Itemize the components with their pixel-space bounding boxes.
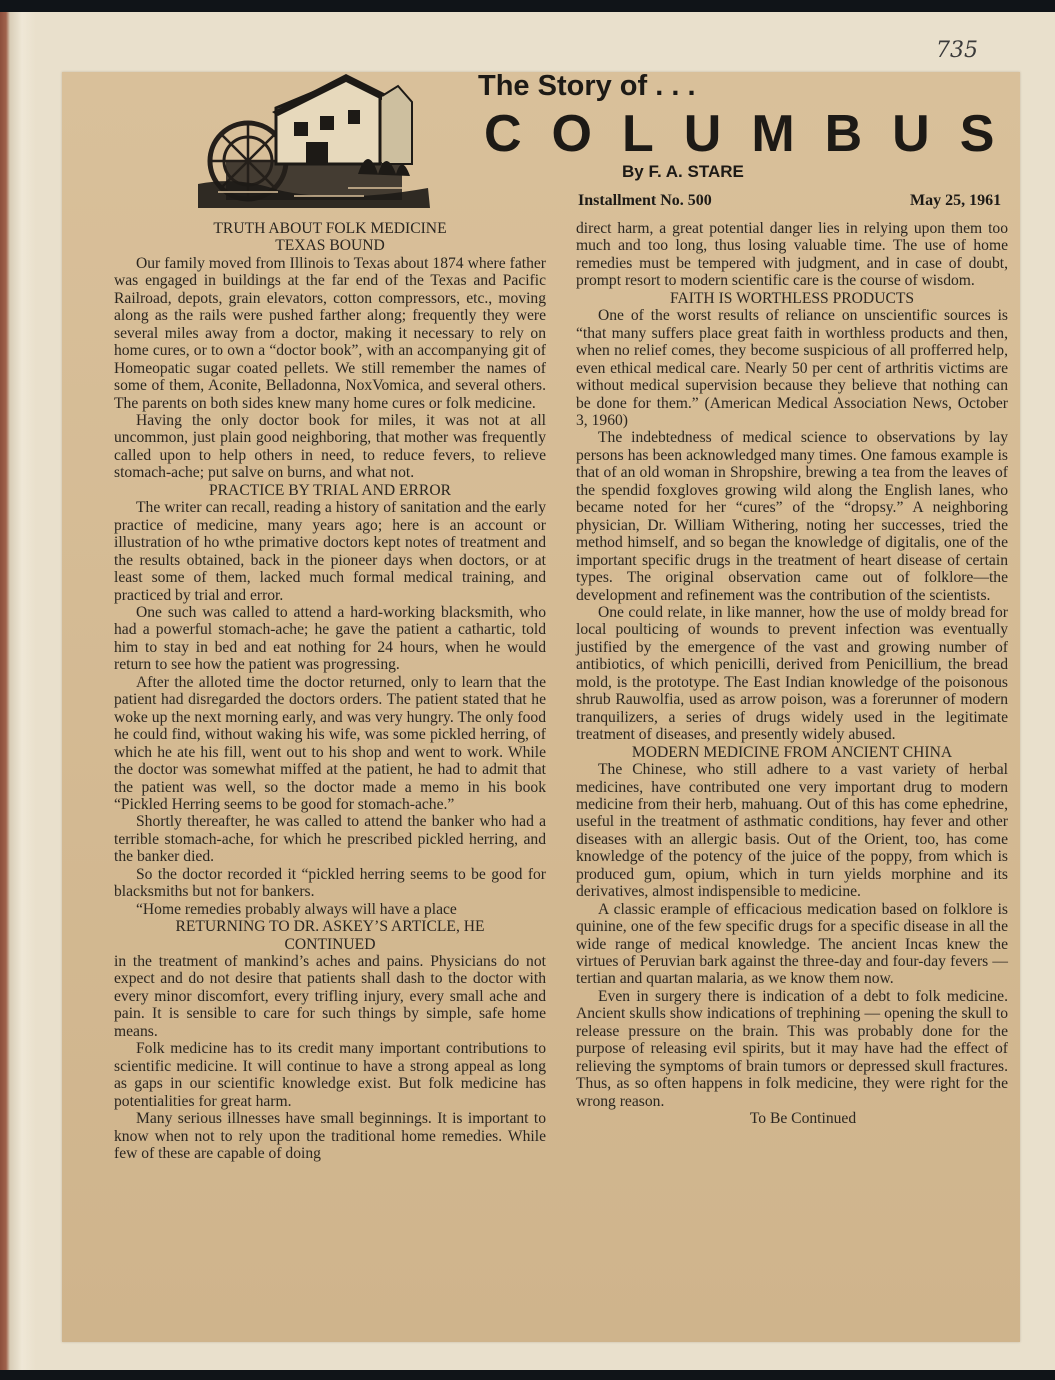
- paragraph: Even in surgery there is indication of a debt to folk medicine. Ancient skulls show indications of trephining — opening the skull to release pressure on the brain. This was probably done for the purpose of releasing evil spirits, but it may have had the effect of relieving the symptoms of brain tumors or depressed skull fractures. Thus, as so often happens in folk medicine, they were right for the wrong reason.: [576, 987, 1008, 1110]
- paragraph: Many serious illnesses have small beginnings. It is important to know when not to rely upon the traditional home remedies. While few of these are capable of doing: [114, 1110, 546, 1163]
- page-title: COLUMBUS: [484, 105, 1025, 163]
- paragraph: direct harm, a great potential danger lies in relying upon them too much and too long, thus losing valuable time. The use of home remedies must be tempered with judgment, and in case of doubt, prompt resort to modern scientific care is the course of wisdom.: [576, 220, 1008, 290]
- binding-edge: [0, 12, 36, 1370]
- story-of-heading: The Story of . . .: [478, 70, 696, 102]
- paragraph: Shortly thereafter, he was called to attend the banker who had a terrible stomach-ache, for which he prescribed pickled herring, and the banker died.: [114, 813, 546, 866]
- section-heading: TEXAS BOUND: [275, 237, 385, 255]
- paragraph: So the doctor recorded it “pickled herring seems to be good for blacksmiths but not for bankers.: [114, 865, 546, 901]
- paragraph: Our family moved from Illinois to Texas about 1874 where father was engaged in buildings at the far end of the Texas and Pacific Railroad, depots, grain elevators, cotton compressors, etc., moving along as the rails were pushed farther along; frequently they were several miles away from a doctor, making it necessary to rely on home cures, or to own a “doctor book”, with an accompanying git of Homeopatic sugar coated pellets. We still remember the names of some of them, Aconite, Belladonna, NoxVomica, and several others. The parents on both sides knew many home cures or folk medicine.: [114, 254, 546, 412]
- paragraph: The Chinese, who still adhere to a vast variety of herbal medicines, have contributed one very important drug to modern medicine from their herb, mahuang. Out of this has come ephedrine, useful in the treatment of asthmatic conditions, hay fever and other diseases with an allergic basis. Out of the Orient, too, has come knowledge of the potency of the juice of the poppy, from which is produced gum, opium, which in turn yields morphine and its derivatives, almost indispensible to medicine.: [576, 761, 1008, 901]
- publication-date: May 25, 1961: [910, 192, 1002, 209]
- section-heading: RETURNING TO DR. ASKEY’S ARTICLE, HE: [175, 918, 485, 936]
- paragraph: Folk medicine has to its credit many important contributions to scientific medicine. It will continue to have a strong appeal as long as gaps in our scientific knowledge exist. But folk medicine has potentialities for great harm.: [114, 1040, 546, 1110]
- page-number: 735: [936, 38, 978, 63]
- mill-illustration: [198, 66, 430, 208]
- to-be-continued: To Be Continued: [749, 1110, 857, 1128]
- paragraph: One of the worst results of reliance on unscientific sources is “that many suffers place great faith in worthless products and then, when no relief comes, they become suspicious of all profferred help, even ethical medical care. Nearly 50 per cent of arthritis victims are without medical supervision because they believe that nothing can be done for them.” (American Medical Association News, October 3, 1960): [576, 307, 1008, 429]
- installment-number: Installment No. 500: [578, 192, 712, 209]
- paragraph: One such was called to attend a hard-working blacksmith, who had a powerful stomach-ache; he gave the patient a cathartic, told him to stay in bed and eat nothing for 24 hours, when he would return to see how the patient was progressing.: [114, 603, 546, 674]
- paragraph: A classic erample of efficacious medication based on folklore is quinine, one of the few specific drugs for a specific disease in all the wide range of medical knowledge. The ancient Incas knew the virtues of Peruvian bark against the three-day and four-day fevers — tertian and quartan malaria, as we know them now.: [576, 900, 1008, 988]
- paragraph: The indebtedness of medical science to observations by lay persons has been acknowledged many times. One famous example is that of an old woman in Shropshire, brewing a tea from the leaves of the spendid foxgloves growing wild along the English lanes, who became noted for her “cures” of the “dropsy.” A neighboring physician, Dr. William Withering, noting her successes, tried the method himself, and so began the knowledge of digitalis, one of the important specific drugs in the treatment of heart disease of certain types. The original observation came out of folklore—the development and refinement was the contribution of the scientists.: [576, 429, 1008, 604]
- paragraph: The writer can recall, reading a history of sanitation and the early practice of medicine, many years ago; here is an account or illustration of ho wthe primative doctors kept notes of treatment and the results obtained, back in the pioneer days when doctors, or at least some of them, lacked much formal medical training, and practiced by trial and error.: [114, 499, 546, 604]
- section-heading: FAITH IS WORTHLESS PRODUCTS: [669, 289, 915, 307]
- section-heading: PRACTICE BY TRIAL AND ERROR: [208, 481, 451, 499]
- section-heading: TRUTH ABOUT FOLK MEDICINE: [213, 220, 447, 237]
- left-column: [114, 220, 546, 1162]
- paragraph: in the treatment of mankind’s aches and pains. Physicians do not expect and do not desire that patients shall dash to the doctor with every minor discomfort, every trifling injury, every small ache and pain. It is sensible to care for such things by simple, safe home means.: [114, 953, 546, 1040]
- paragraph: “Home remedies probably always will have a place: [136, 900, 457, 918]
- section-heading: CONTINUED: [284, 935, 376, 953]
- byline: By F. A. STARE: [622, 162, 744, 181]
- paragraph: After the alloted time the doctor returned, only to learn that the patient had disregarded the doctors orders. The patient stated that he woke up the next morning early, and was very hungry. The only food he could find, without waking his wife, was some pickled herring, of which he ate his fill, went out to his shop and went to work. While the doctor was somewhat miffed at the patient, he had to admit that the patient was well, so the doctor made a memo in his book “Pickled Herring seems to be good for stomach-ache.”: [114, 673, 546, 813]
- right-column: [576, 220, 1008, 1128]
- paragraph: One could relate, in like manner, how the use of moldy bread for local poulticing of wounds to prevent infection was eventually justified by the emergence of the vast and growing number of antibiotics, of which penicilli, derived from Penicillium, the bread mold, is the prototype. The East Indian knowledge of the poisonous shrub Rauwolfia, used as arrow poison, was a forerunner of modern tranquilizers, a series of drugs widely used in the legitimate treatment of diseases, and presently widely abused.: [576, 603, 1008, 744]
- section-heading: MODERN MEDICINE FROM ANCIENT CHINA: [631, 743, 953, 761]
- paragraph: Having the only doctor book for miles, it was not at all uncommon, just plain good neighboring, that mother was frequently called upon to help others in need, to reduce fevers, to relieve stomach-ache; put salve on burns, and what not.: [114, 411, 546, 482]
